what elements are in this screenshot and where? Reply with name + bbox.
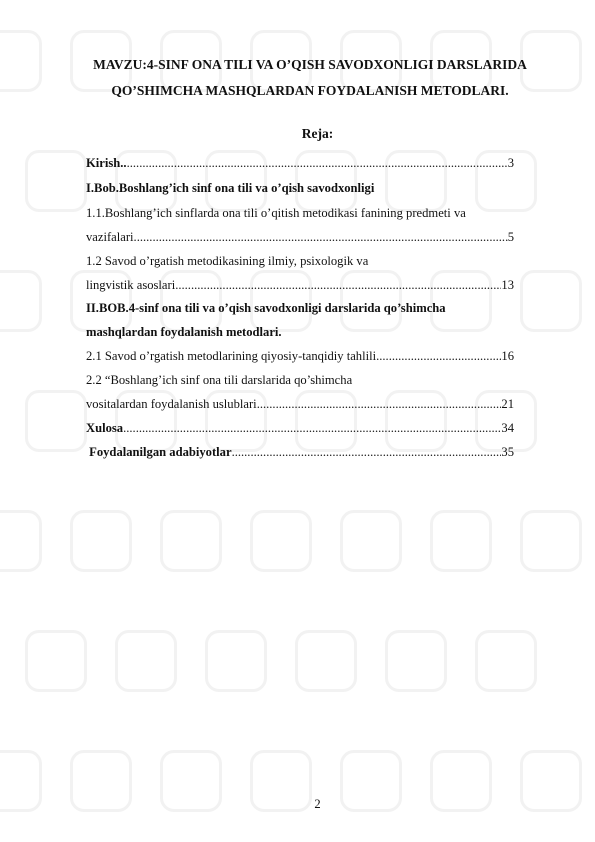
- toc-entry-text: 2.1 Savod o’rgatish metodlarining qiyosiy-tanqidiy tahlili: [86, 349, 377, 363]
- toc-entry-text: Foydalanilgan adabiyotlar: [86, 445, 232, 459]
- toc-entry-references: [86, 444, 514, 460]
- dot-leader: [232, 444, 502, 460]
- toc-entry-chapter-2: II.BOB.4-sinf ona tili va o’qish savodxonligi darslarida qo’shimcha: [86, 301, 446, 315]
- dot-leader: [257, 396, 502, 412]
- toc-entry-chapter-1: I.Bob.Boshlang’ich sinf ona tili va o’qish savodxonligi: [86, 181, 375, 195]
- dot-leader: [134, 229, 508, 245]
- toc-entry-text: lingvistik asoslari: [86, 278, 176, 292]
- toc-page-number: 3: [507, 156, 514, 170]
- toc-entry-text: Kirish..: [86, 156, 127, 170]
- toc-entry-conclusion: [86, 420, 514, 436]
- toc-entry-text: Xulosa: [86, 421, 124, 435]
- toc-page-number: 21: [501, 397, 514, 411]
- toc-page-number: 13: [501, 278, 514, 292]
- document-title: [60, 52, 560, 104]
- page-number: 2: [314, 797, 321, 811]
- toc-entry-2-2-cont: [86, 396, 514, 412]
- toc-entry-1-1-cont: [86, 229, 514, 245]
- dot-leader: [175, 277, 501, 293]
- toc-entry-1-1: 1.1.Boshlang’ich sinflarda ona tili o’qitish metodikasi fanining predmeti va: [86, 206, 466, 220]
- toc-page-number: 16: [501, 349, 514, 363]
- toc-entry-1-2-cont: [86, 277, 514, 293]
- title-line-2: QO’SHIMCHA MASHQLARDAN FOYDALANISH METODLARI.: [111, 83, 509, 98]
- dot-leader: [123, 420, 501, 436]
- toc-page-number: 34: [501, 421, 514, 435]
- title-line-1: MAVZU:4-SINF ONA TILI VA O’QISH SAVODXONLIGI DARSLARIDA: [93, 57, 527, 72]
- dot-leader: [127, 155, 508, 171]
- dot-leader: [376, 348, 501, 364]
- toc-entry-2-2: 2.2 “Boshlang’ich sinf ona tili darslarida qo’shimcha: [86, 373, 353, 387]
- toc-page-number: 5: [507, 230, 514, 244]
- toc-entry-text: vazifalari: [86, 230, 134, 244]
- toc-entry-1-2: 1.2 Savod o’rgatish metodikasining ilmiy, psixologik va: [86, 254, 369, 268]
- toc-entry-chapter-2-cont: mashqlardan foydalanish metodlari.: [86, 325, 282, 339]
- toc-entry-text: vositalardan foydalanish uslublari: [86, 397, 257, 411]
- toc-page-number: 35: [501, 445, 514, 459]
- plan-heading: Reja:: [301, 126, 334, 141]
- toc-entry-intro: [86, 155, 514, 171]
- toc-entry-2-1: [86, 348, 514, 364]
